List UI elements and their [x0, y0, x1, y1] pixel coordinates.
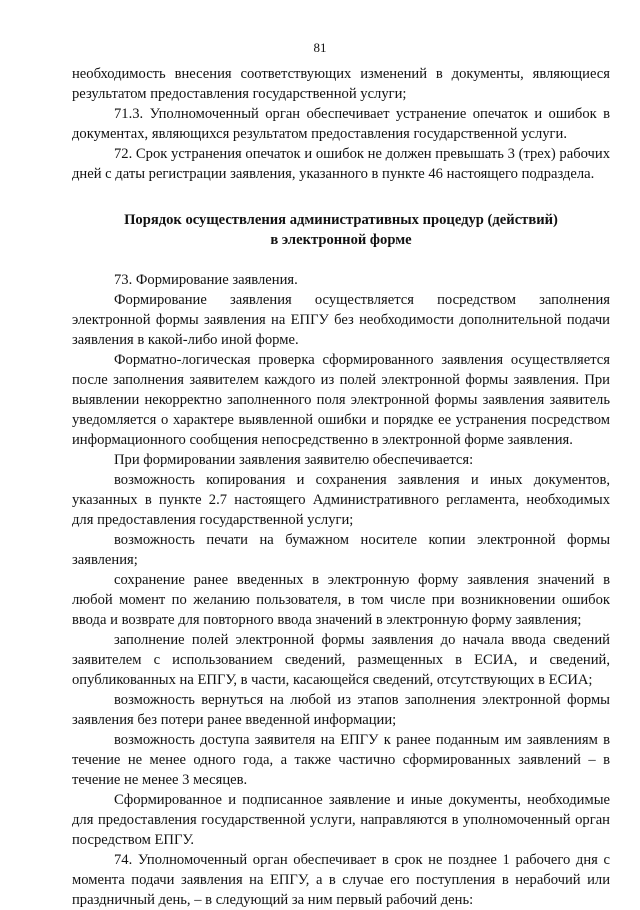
paragraph: При формировании заявления заявителю обеспечивается:: [114, 452, 474, 468]
list-item: возможность вернуться на любой из этапов заполнения электронной формы заявления без потери ранее введенной информации;: [72, 692, 610, 728]
section-heading: [72, 210, 610, 250]
paragraph-73: 73. Формирование заявления.: [114, 272, 298, 288]
paragraph-74: 74. Уполномоченный орган обеспечивает в срок не позднее 1 рабочего дня с момента подачи заявления на ЕПГУ, а в случае его поступления в нерабочий или праздничный день, – в следующий за ним первый рабочий день:: [72, 852, 610, 908]
paragraph: Формирование заявления осуществляется посредством заполнения электронной формы заявления на ЕПГУ без необходимости дополнительной подачи заявления в какой-либо иной форме.: [72, 292, 610, 348]
list-item: заполнение полей электронной формы заявления до начала ввода сведений заявителем с использованием сведений, размещенных в ЕСИА, и сведений, опубликованных на ЕПГУ, в части, касающейся сведений, отсутствующих в ЕСИА;: [72, 632, 610, 688]
paragraph-72: 72. Срок устранения опечаток и ошибок не должен превышать 3 (трех) рабочих дней с даты регистрации заявления, указанного в пункте 46 настоящего подраздела.: [72, 146, 610, 182]
paragraph: необходимость внесения соответствующих изменений в документы, являющиеся результатом предоставления государственной услуги;: [72, 66, 610, 102]
list-item: возможность копирования и сохранения заявления и иных документов, указанных в пункте 2.7 настоящего Административного регламента, необходимых для предоставления государственной услуги;: [72, 472, 610, 528]
list-item: сохранение ранее введенных в электронную форму заявления значений в любой момент по желанию пользователя, в том числе при возникновении ошибок ввода и возврате для повторного ввода значений в электронную форму заявления;: [72, 572, 610, 628]
section-heading-line-1: Порядок осуществления административных процедур (действий): [124, 212, 558, 228]
paragraph: Форматно-логическая проверка сформированного заявления осуществляется после заполнения заявителем каждого из полей электронной формы заявления. При выявлении некорректно заполненного поля электронной формы заявления заявитель уведомляется о характере выявленной ошибки и порядке ее устранения посредством информационного сообщения непосредственно в электронной форме заявления.: [72, 352, 610, 448]
page-number: 81: [313, 40, 327, 55]
paragraph: Сформированное и подписанное заявление и иные документы, необходимые для предоставления государственной услуги, направляются в уполномоченный орган посредством ЕПГУ.: [72, 792, 610, 848]
section-heading-line-2: в электронной форме: [270, 232, 412, 248]
list-item: возможность печати на бумажном носителе копии электронной формы заявления;: [72, 532, 610, 568]
document-body: [72, 64, 610, 910]
paragraph-71-3: 71.3. Уполномоченный орган обеспечивает устранение опечаток и ошибок в документах, являющихся результатом предоставления государственной услуги.: [72, 106, 610, 142]
list-item: возможность доступа заявителя на ЕПГУ к ранее поданным им заявлениям в течение не менее одного года, а также частично сформированных заявлений – в течение не менее 3 месяцев.: [72, 732, 610, 788]
